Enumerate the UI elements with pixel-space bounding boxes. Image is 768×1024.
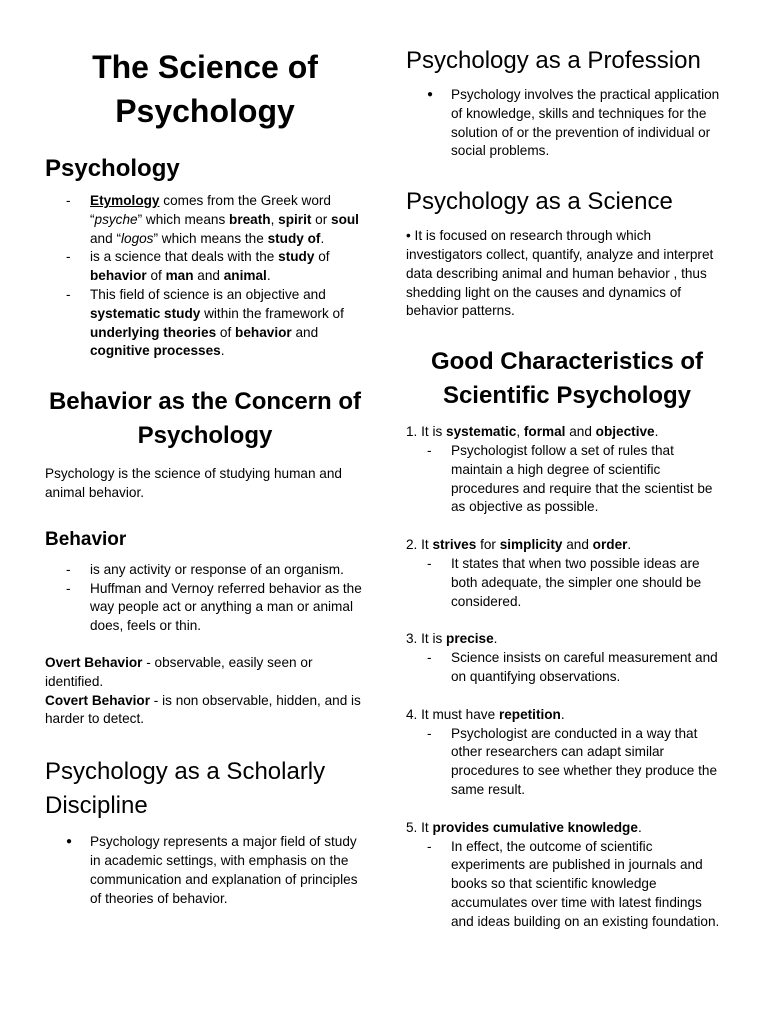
characteristics-list	[406, 423, 728, 931]
document-title: The Science of Psychology	[92, 49, 318, 129]
characteristic-item	[406, 706, 728, 800]
list-item: - Etymology comes from the Greek word “psyche” which means breath, spirit or soul and “logos” which means the study of.	[45, 192, 365, 248]
overt-text: - observable, easily seen or identified.	[45, 654, 313, 689]
overt-behavior	[45, 654, 365, 692]
profession-heading: Psychology as a Profession	[406, 47, 701, 74]
characteristic-detail: - Psychologist follow a set of rules that maintain a high degree of scientific procedures and require that the scientist be as objective as possible.	[406, 442, 728, 517]
right-column	[406, 0, 728, 932]
list-item: - Huffman and Vernoy referred behavior as the way people act or anything a man or animal does, feels or thin.	[45, 580, 365, 636]
characteristic-title: 1. It is systematic, formal and objective.	[406, 424, 659, 440]
behavior-list	[45, 561, 365, 636]
list-item: - is a science that deals with the study of behavior of man and animal.	[45, 248, 365, 286]
psychology-heading: Psychology	[45, 155, 180, 182]
characteristic-item	[406, 536, 728, 611]
scholarly-list	[45, 833, 365, 908]
left-column	[45, 0, 365, 908]
characteristic-detail: - It states that when two possible ideas are both adequate, the simpler one should be considered.	[406, 555, 728, 611]
psychology-list	[45, 192, 365, 361]
scholarly-heading: Psychology as a Scholarly Discipline	[45, 758, 326, 820]
characteristic-item	[406, 423, 728, 517]
behavior-concern-heading: Behavior as the Concern of Psychology	[48, 388, 362, 450]
list-item: ● Psychology represents a major field of study in academic settings, with emphasis on the communication and explanation of principles of theories of behavior.	[45, 833, 365, 908]
overt-label: Overt Behavior	[45, 654, 143, 670]
characteristic-title: 3. It is precise.	[406, 631, 498, 647]
good-characteristics-heading: Good Characteristics of Scientific Psychology	[430, 348, 704, 410]
characteristic-title: 2. It strives for simplicity and order.	[406, 537, 632, 553]
characteristic-item	[406, 630, 728, 686]
list-item: - is any activity or response of an organism.	[45, 561, 365, 580]
characteristic-title: 5. It provides cumulative knowledge.	[406, 819, 642, 835]
covert-text: - is non observable, hidden, and is harder to detect.	[45, 692, 361, 727]
characteristic-detail: - In effect, the outcome of scientific experiments are published in journals and books so that scientific knowledge accumulates over time with latest findings and ideas building on an existing foundation.	[406, 838, 728, 932]
profession-list	[406, 86, 728, 161]
characteristic-title: 4. It must have repetition.	[406, 706, 565, 722]
characteristic-detail: - Psychologist are conducted in a way that other researchers can adapt similar procedures to see whether they produce the same result.	[406, 725, 728, 800]
covert-label: Covert Behavior	[45, 692, 151, 708]
characteristic-item	[406, 819, 728, 932]
covert-behavior	[45, 692, 365, 730]
list-item: - This field of science is an objective and systematic study within the framework of underlying theories of behavior and cognitive processes.	[45, 286, 365, 361]
science-text: • It is focused on research through which investigators collect, quantify, analyze and interpret data describing animal and human behavior , thus shedding light on the causes and dynamics of behavior patterns.	[406, 228, 714, 319]
science-heading: Psychology as a Science	[406, 188, 673, 216]
list-item: ● Psychology involves the practical application of knowledge, skills and techniques for the solution of or the prevention of individual or social problems.	[406, 86, 728, 161]
characteristic-detail: - Science insists on careful measurement and on quantifying observations.	[406, 649, 728, 687]
behavior-heading: Behavior	[45, 528, 127, 550]
behavior-concern-text: Psychology is the science of studying human and animal behavior.	[45, 466, 342, 500]
